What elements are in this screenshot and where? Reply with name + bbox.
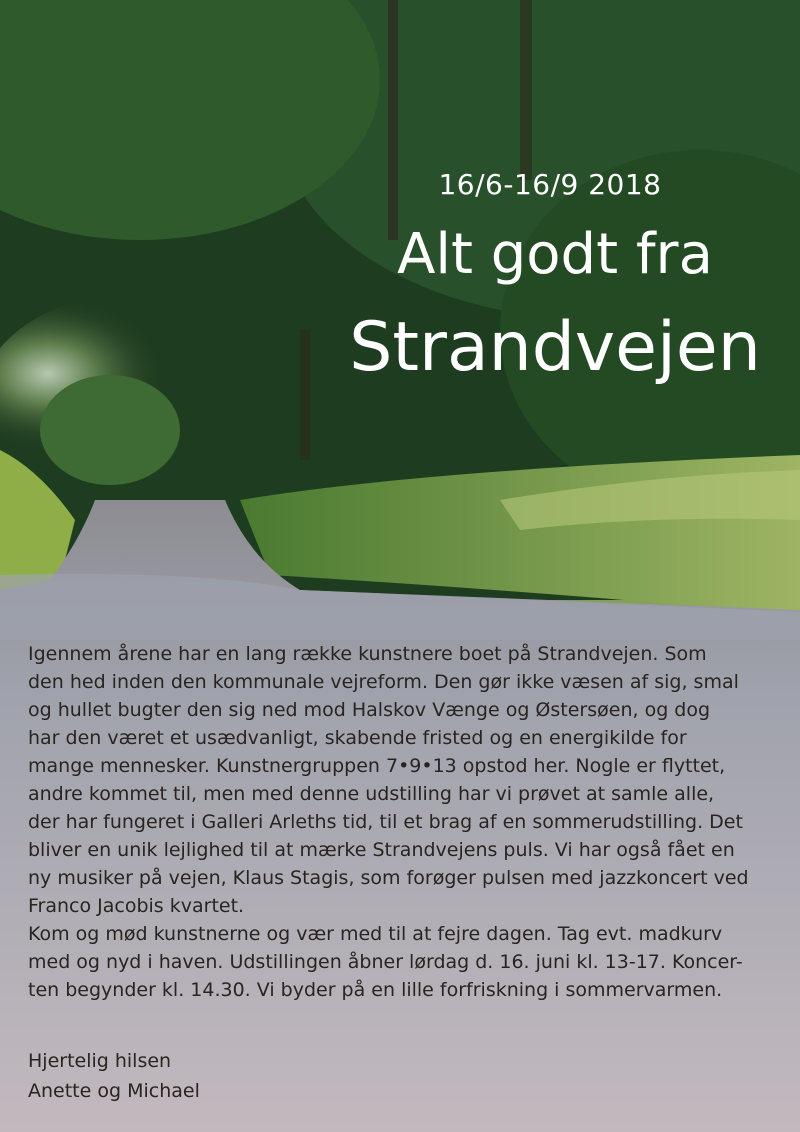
- signer-names: Anette og Michael: [28, 1080, 200, 1102]
- body-line: med og nyd i haven. Udstillingen åbner lørdag d. 16. juni kl. 13-17. Koncer-: [28, 951, 743, 973]
- body-line: ny musiker på vejen, Klaus Stagis, som forøger pulsen med jazzkoncert ved: [28, 867, 749, 889]
- body-line: og hullet bugter den sig ned mod Halskov Vænge og Østersøen, og dog: [28, 699, 711, 721]
- body-line: bliver en unik lejlighed til at mærke Strandvejens puls. Vi har også fået en: [28, 839, 735, 861]
- body-line: har den været et usædvanligt, skabende fristed og en energikilde for: [28, 727, 687, 749]
- title-line-1: Alt godt fra: [397, 222, 713, 287]
- body-line: mange mennesker. Kunstnergruppen 7•9•13 opstod her. Nogle er flyttet,: [28, 755, 726, 777]
- signature: [28, 1046, 200, 1106]
- body-line: den hed inden den kommunale vejreform. Den gør ikke væsen af sig, smal: [28, 671, 739, 693]
- body-text: [28, 640, 778, 1004]
- body-line: andre kommet til, men med denne udstilling har vi prøvet at samle alle,: [28, 783, 715, 805]
- title-line-2: Strandvejen: [349, 308, 761, 387]
- body-line: Igennem årene har en lang række kunstnere boet på Strandvejen. Som: [28, 643, 707, 665]
- greeting: Hjertelig hilsen: [28, 1050, 172, 1072]
- body-line: Kom og mød kunstnerne og vær med til at fejre dagen. Tag evt. madkurv: [28, 923, 723, 945]
- body-line: der har fungeret i Galleri Arleths tid, til et brag af en sommerudstilling. Det: [28, 811, 743, 833]
- body-line: ten begynder kl. 14.30. Vi byder på en lille forfriskning i sommervarmen.: [28, 979, 723, 1001]
- body-line: Franco Jacobis kvartet.: [28, 895, 245, 917]
- event-date: 16/6-16/9 2018: [438, 168, 662, 201]
